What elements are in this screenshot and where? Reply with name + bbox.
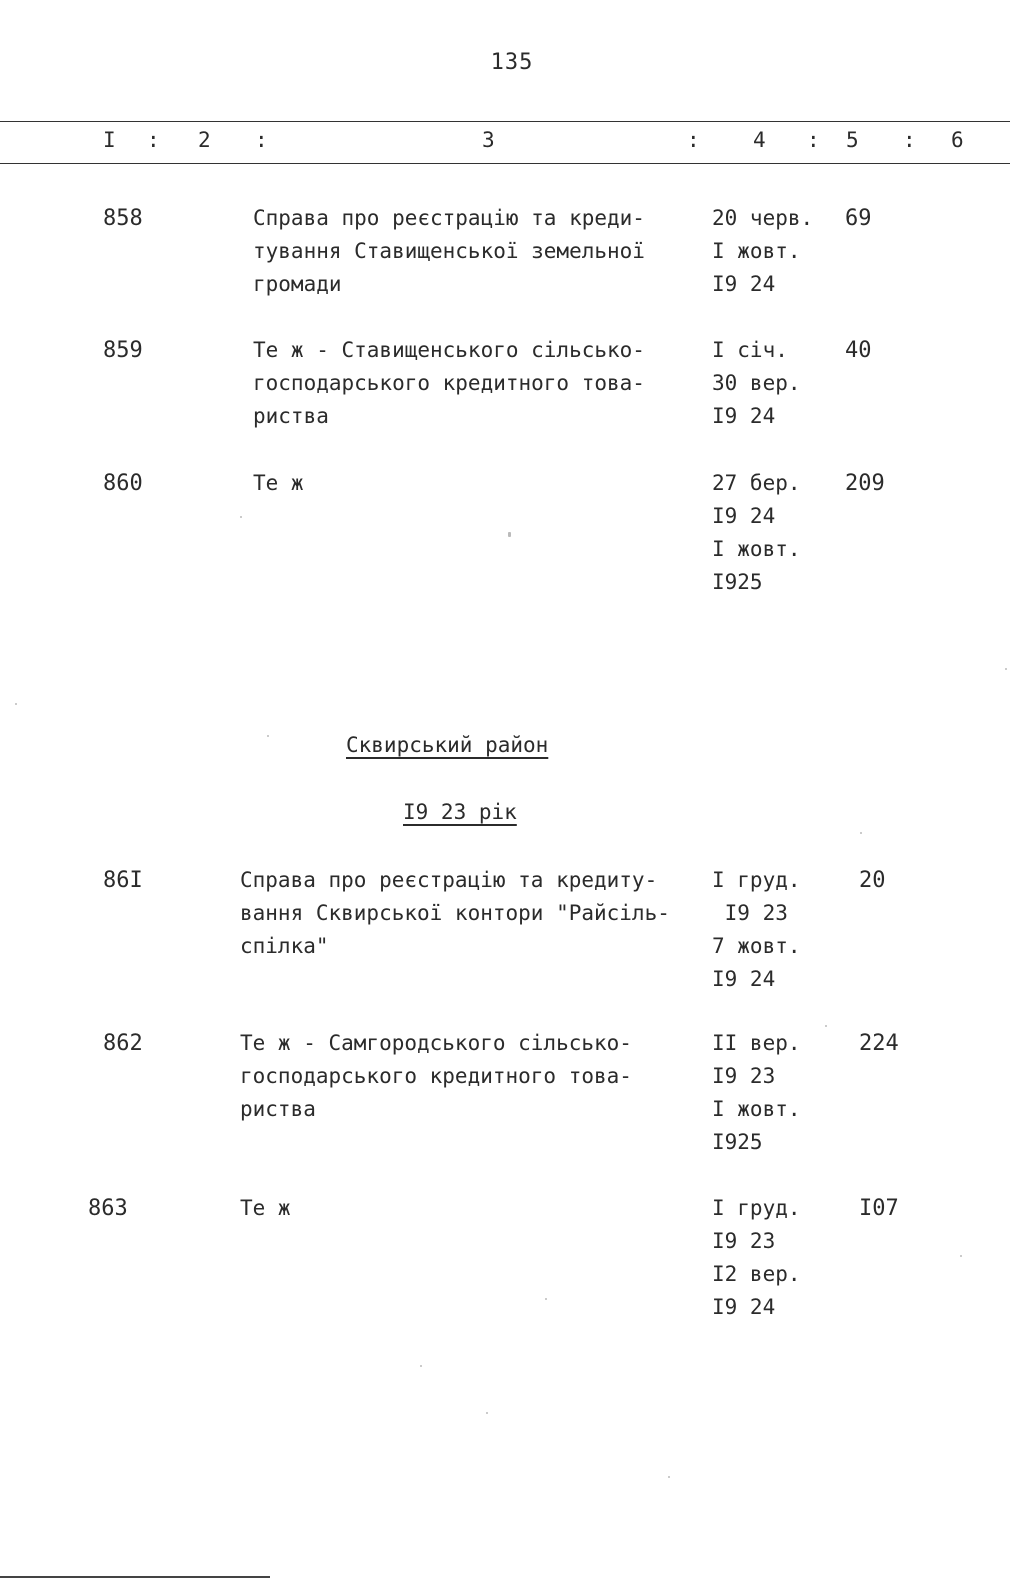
entry-sheets: I07 [859, 1196, 899, 1221]
entry-number: 863 [88, 1196, 128, 1221]
scan-speck [486, 1412, 488, 1414]
header-col-2: 2 [198, 128, 211, 152]
entry-number: 860 [103, 471, 143, 496]
entry-dates: I груд. I9 23 7 жовт. I9 24 [712, 868, 801, 991]
scan-speck [508, 532, 511, 537]
entry-sheets: 209 [845, 471, 885, 496]
section-district-heading: Сквирський район [346, 733, 549, 757]
scan-speck [668, 1476, 670, 1478]
scan-speck [545, 1298, 547, 1300]
scan-speck [960, 1255, 962, 1257]
scan-speck [1005, 668, 1007, 670]
entry-dates: I груд. I9 23 I2 вер. I9 24 [712, 1196, 801, 1319]
scan-speck [420, 1365, 422, 1367]
header-separator: : [147, 128, 160, 152]
header-col-5: 5 [846, 128, 859, 152]
entry-number: 859 [103, 338, 143, 363]
header-col-1: I [103, 128, 116, 152]
header-col-6: 6 [951, 128, 964, 152]
entry-number: 858 [103, 206, 143, 231]
entry-title: Те ж [240, 1196, 291, 1220]
entry-number: 86I [103, 868, 143, 893]
entry-title: Те ж - Ставищенського сільсько- господарського кредитного това- риства [253, 338, 645, 428]
entry-dates: II вер. I9 23 I жовт. I925 [712, 1031, 801, 1154]
header-separator: : [807, 128, 820, 152]
scan-speck [825, 1025, 827, 1027]
header-separator: : [903, 128, 916, 152]
scan-speck [15, 703, 17, 705]
entry-number: 862 [103, 1031, 143, 1056]
entry-dates: I січ. 30 вер. I9 24 [712, 338, 801, 428]
entry-title: Те ж - Самгородського сільсько- господарського кредитного това- риства [240, 1031, 632, 1121]
entry-sheets: 40 [845, 338, 872, 363]
entry-title: Справа про реєстрацію та креди- тування Ставищенської земельної громади [253, 206, 645, 296]
header-col-3: 3 [482, 128, 495, 152]
header-separator: : [687, 128, 700, 152]
entry-title: Те ж [253, 471, 304, 495]
header-bottom-rule [0, 163, 1010, 164]
entry-sheets: 20 [859, 868, 886, 893]
section-year-heading: I9 23 рік [403, 800, 517, 824]
page-number: 135 [490, 50, 534, 75]
entry-sheets: 224 [859, 1031, 899, 1056]
scan-speck [860, 832, 862, 834]
entry-dates: 27 бер. I9 24 I жовт. I925 [712, 471, 801, 594]
scan-speck [240, 516, 242, 518]
header-col-4: 4 [753, 128, 766, 152]
footer-rule [0, 1576, 270, 1578]
header-top-rule [0, 121, 1010, 122]
entry-sheets: 69 [845, 206, 872, 231]
scan-speck [267, 735, 269, 737]
entry-dates: 20 черв. I жовт. I9 24 [712, 206, 814, 296]
header-separator: : [255, 128, 268, 152]
entry-title: Справа про реєстрацію та кредиту- вання Сквирської контори "Райсіль- спілка" [240, 868, 670, 958]
